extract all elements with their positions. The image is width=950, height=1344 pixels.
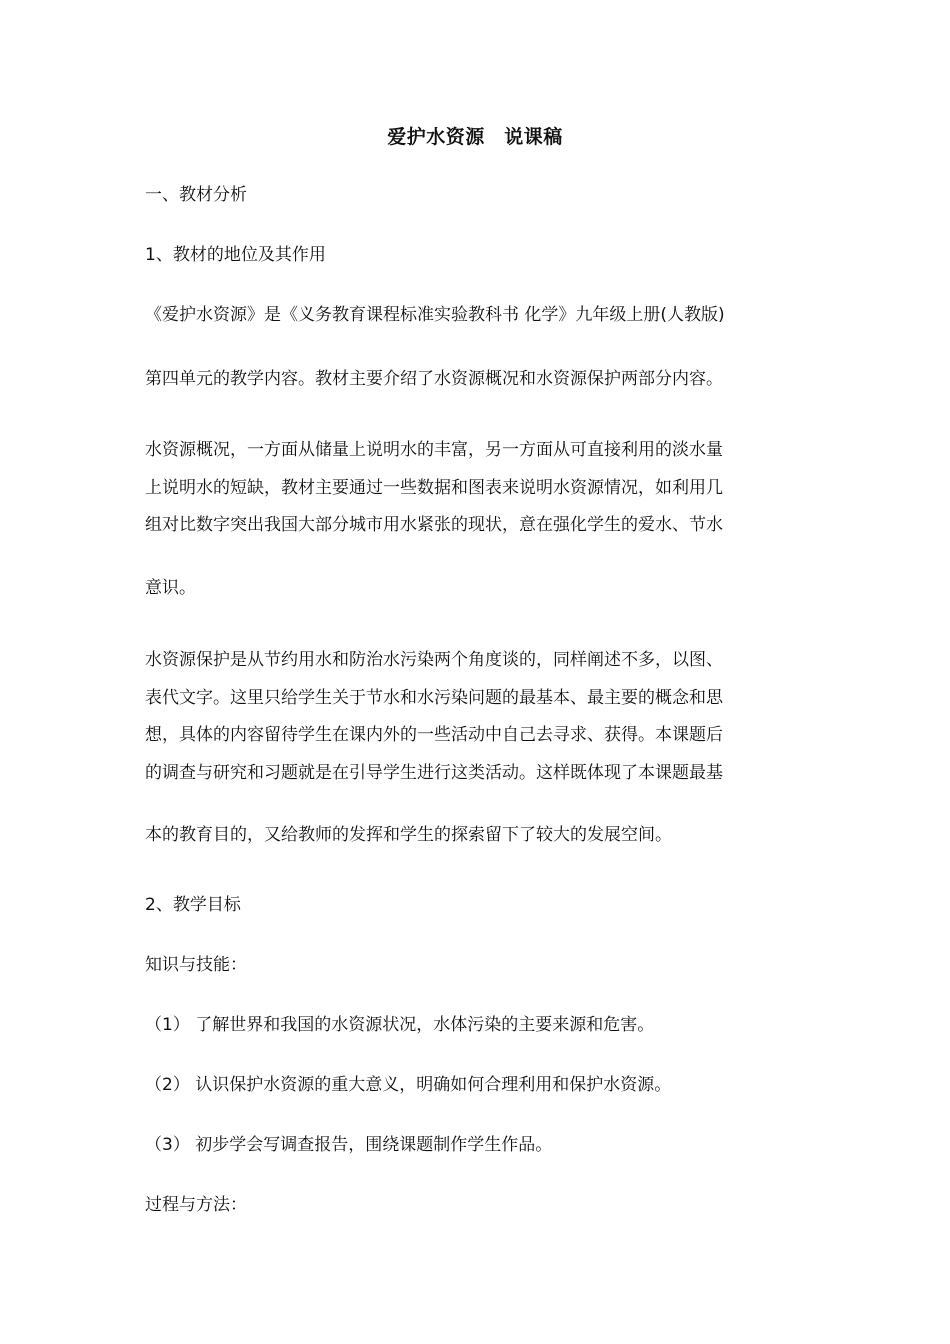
paragraph-line: 组对比数字突出我国大部分城市用水紧张的现状，意在强化学生的爱水、节水 <box>145 515 723 535</box>
paragraph-line: 本的教育目的，又给教师的发挥和学生的探索留下了较大的发展空间。 <box>145 825 672 845</box>
subsection-heading-position-role: 1、教材的地位及其作用 <box>145 245 326 265</box>
paragraph-line: 的调查与研究和习题就是在引导学生进行这类活动。这样既体现了本课题最基 <box>145 763 723 783</box>
paragraph-line: 水资源保护是从节约用水和防治水污染两个角度谈的，同样阐述不多，以图、 <box>145 650 723 670</box>
paragraph-line: 水资源概况，一方面从储量上说明水的丰富，另一方面从可直接利用的淡水量 <box>145 440 723 460</box>
paragraph-line: 表代文字。这里只给学生关于节水和水污染问题的最基本、最主要的概念和思 <box>145 688 723 708</box>
paragraph-line: 意识。 <box>145 578 196 598</box>
subsection-heading-teaching-goals: 2、教学目标 <box>145 895 241 915</box>
document-title: 爱护水资源 说课稿 <box>387 126 563 148</box>
goal-item-3: （3） 初步学会写调查报告，围绕课题制作学生作品。 <box>145 1135 553 1155</box>
paragraph-line: 第四单元的教学内容。教材主要介绍了水资源概况和水资源保护两部分内容。 <box>145 369 723 389</box>
goal-item-1: （1） 了解世界和我国的水资源状况，水体污染的主要来源和危害。 <box>145 1015 655 1035</box>
goal-category-knowledge-skills: 知识与技能： <box>145 955 247 975</box>
paragraph-line: 想，具体的内容留待学生在课内外的一些活动中自己去寻求、获得。本课题后 <box>145 725 723 745</box>
paragraph-line: 上说明水的短缺，教材主要通过一些数据和图表来说明水资源情况，如利用几 <box>145 478 723 498</box>
section-heading-textbook-analysis: 一、教材分析 <box>145 185 247 205</box>
goal-item-2: （2） 认识保护水资源的重大意义，明确如何合理利用和保护水资源。 <box>145 1075 672 1095</box>
goal-category-process-methods: 过程与方法： <box>145 1195 247 1215</box>
paragraph-line: 《爱护水资源》是《义务教育课程标准实验教科书 化学》九年级上册(人教版) <box>145 305 725 325</box>
